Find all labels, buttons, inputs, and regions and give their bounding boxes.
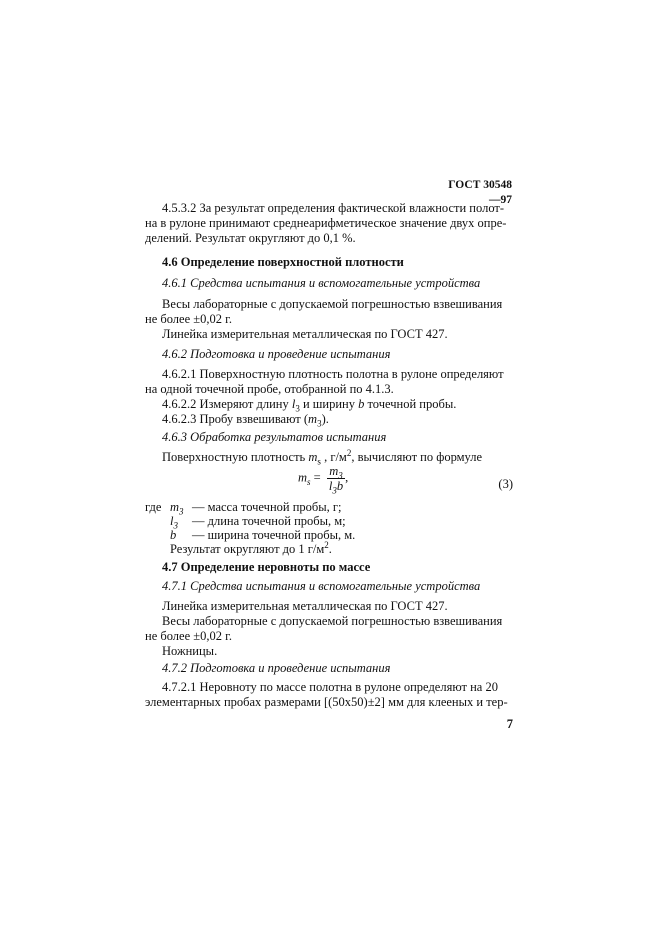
formula-lhs: m: [298, 470, 308, 485]
subsection-4-7-2: [145, 661, 513, 676]
text-line: делений. Результат округляют до 0,1 %.: [145, 231, 356, 245]
text-span: точечной пробы.: [364, 397, 457, 411]
paragraph-4721: [145, 680, 513, 710]
subsection-heading: 4.7.1 Средства испытания и вспомогательные устройства: [162, 579, 481, 593]
subsection-heading: 4.6.2 Подготовка и проведение испытания: [162, 347, 391, 361]
formula-comma: ,: [345, 470, 349, 485]
formula-legend: [145, 500, 513, 557]
symbol-m: m: [308, 412, 318, 426]
symbol-l: l: [170, 514, 174, 528]
legend-symbol: [170, 500, 192, 517]
subsection-4-7-1: [145, 579, 513, 594]
paragraph-4623: [145, 412, 513, 427]
symbol-m: m: [308, 450, 318, 464]
text-line: Весы лабораторные с допускаемой погрешностью взвешивания: [162, 297, 503, 311]
legend-result: [145, 539, 513, 557]
symbol-b: b: [170, 528, 177, 542]
subsection-4-6-1: [145, 276, 513, 291]
section-heading: 4.7 Определение неровноты по массе: [162, 560, 371, 574]
text-line: не более ±0,02 г.: [145, 312, 232, 326]
text-span: 4.6.2.2 Измеряют длину: [162, 397, 292, 411]
text-span: , г/м: [320, 450, 347, 464]
symbol-l: l: [291, 397, 296, 411]
legend-description: — ширина точечной пробы, м.: [192, 528, 356, 542]
denominator-symbol-l: l: [328, 479, 333, 493]
text-line: элементарных пробах размерами [(50x50)±2] мм для клееных и тер-: [145, 695, 508, 709]
subscript: 3: [332, 485, 337, 496]
legend-row: [145, 500, 513, 517]
text-span: .: [328, 542, 332, 556]
text-line: Ножницы.: [162, 644, 218, 658]
legend-spacer: [145, 514, 170, 528]
superscript: 2: [324, 539, 329, 550]
text-span: Результат округляют до 1 г/м: [170, 542, 325, 556]
text-line: Весы лабораторные с допускаемой погрешностью взвешивания: [162, 614, 503, 628]
text-span: 4.6.2.3 Пробу взвешивают (: [162, 412, 309, 426]
fraction-denominator: [327, 479, 345, 496]
section-4-6: [145, 255, 513, 270]
text-line: на в рулоне принимают среднеарифметическое значение двух опре-: [145, 216, 507, 230]
subsection-heading: 4.6.1 Средства испытания и вспомогательные устройства: [162, 276, 481, 290]
denominator-symbol-b: b: [336, 479, 344, 493]
subscript: s: [317, 456, 321, 467]
formula-number: (3): [498, 477, 513, 491]
subscript: s: [307, 476, 311, 487]
paragraph-4532: [145, 201, 513, 246]
subscript: 3: [295, 403, 300, 414]
symbol-b: b: [358, 397, 365, 411]
text-span: ).: [321, 412, 329, 426]
subsection-heading: 4.7.2 Подготовка и проведение испытания: [162, 661, 391, 675]
text-span: , вычисляют по формуле: [351, 450, 483, 464]
text-line: Линейка измерительная металлическая по ГОСТ 427.: [162, 599, 448, 613]
text-line: 4.6.2.1 Поверхностную плотность полотна в рулоне определяют: [162, 367, 504, 381]
page-number: 7: [506, 717, 513, 731]
subsection-heading: 4.6.3 Обработка результатов испытания: [162, 430, 387, 444]
text-line: на одной точечной пробе, отобранной по 4.1.3.: [145, 382, 394, 396]
formula-3: [145, 462, 513, 502]
fraction-numerator: [327, 464, 345, 479]
subscript: 3: [179, 506, 184, 517]
legend-spacer: [145, 528, 170, 542]
subscript: 3: [338, 470, 343, 481]
subsection-4-6-2: [145, 347, 513, 362]
legend-row: [145, 528, 513, 542]
text-line: 4.7.2.1 Неровноту по массе полотна в рулоне определяют на 20: [162, 680, 498, 694]
paragraph-4622: [145, 397, 513, 412]
text-line: 4.5.3.2 За результат определения фактической влажности полот-: [162, 201, 505, 215]
legend-where: где: [145, 500, 162, 514]
formula-expression: [298, 464, 349, 496]
text-line: не более ±0,02 г.: [145, 629, 232, 643]
text-span: Поверхностную плотность: [162, 450, 309, 464]
superscript: 2: [346, 447, 352, 458]
legend-description: — масса точечной пробы, г;: [192, 500, 342, 514]
legend-symbol: [170, 514, 192, 531]
symbol-m: m: [170, 500, 180, 514]
fraction: [327, 464, 345, 496]
text-span: и ширину: [299, 397, 359, 411]
section-4-7: [145, 560, 513, 575]
document-code-header: ГОСТ 30548—97: [448, 179, 512, 206]
legend-row: [145, 514, 513, 531]
text-line: Линейка измерительная металлическая по ГОСТ 427.: [162, 327, 448, 341]
paragraph-scales: [145, 297, 513, 342]
equals-sign: =: [310, 470, 324, 485]
legend-symbol: [170, 528, 192, 542]
numerator-symbol: m: [329, 464, 339, 478]
legend-description: — длина точечной пробы, м;: [192, 514, 346, 528]
subscript: 3: [173, 520, 178, 531]
subsection-4-6-3: [145, 430, 513, 445]
section-heading: 4.6 Определение поверхностной плотности: [162, 255, 404, 269]
paragraph-4621-4623: [145, 367, 513, 427]
paragraph-4-7-1-items: [145, 599, 513, 659]
subscript: 3: [317, 418, 322, 429]
